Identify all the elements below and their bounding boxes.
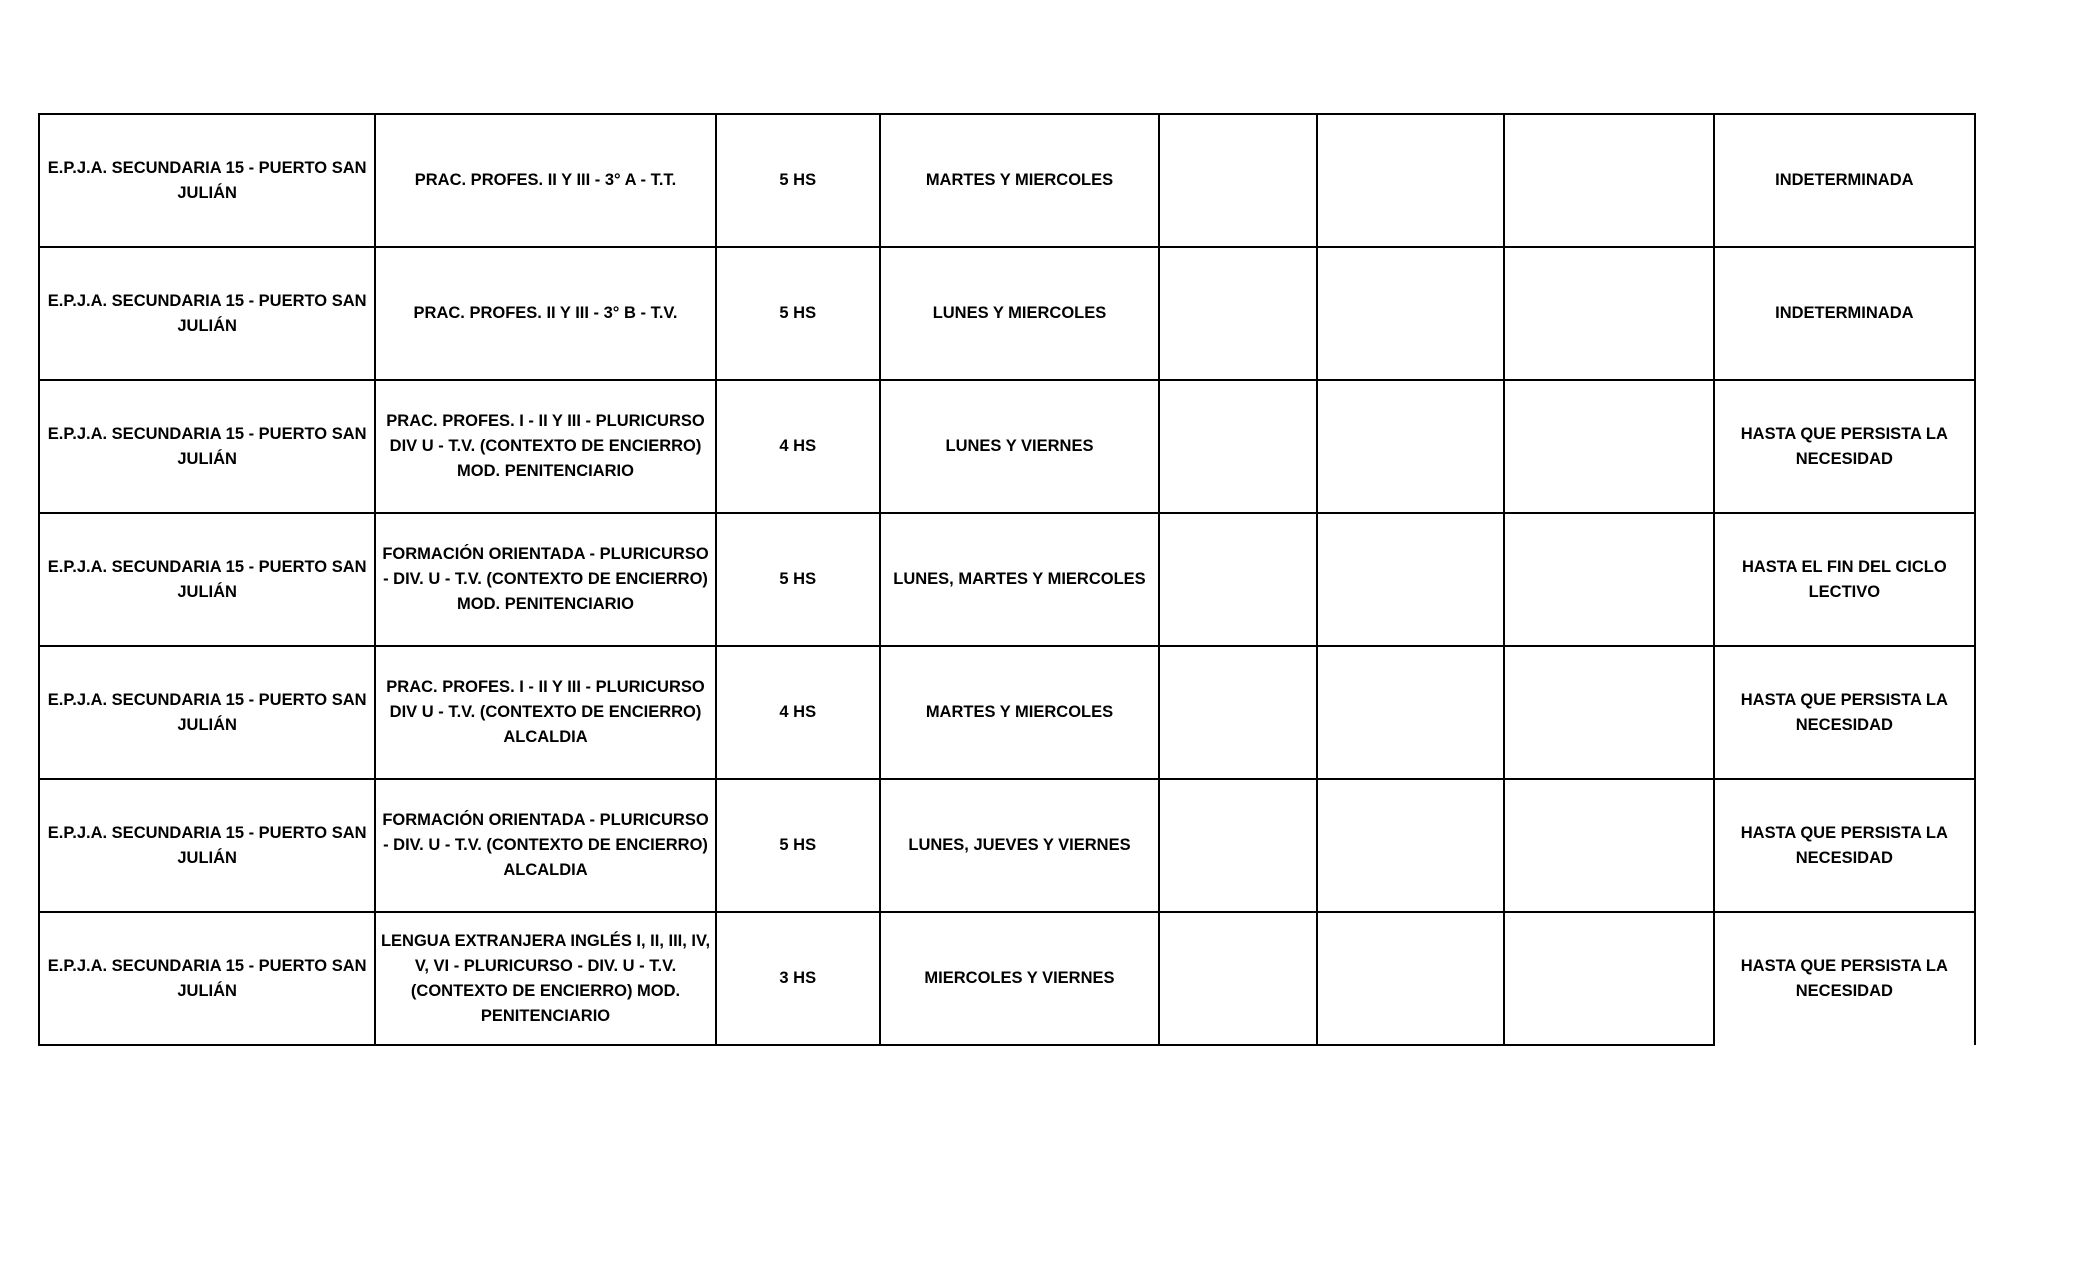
- days-cell: MARTES Y MIERCOLES: [880, 114, 1159, 247]
- empty-cell: [1504, 380, 1713, 513]
- hours-cell: 5 HS: [716, 779, 880, 912]
- empty-cell: [1317, 779, 1504, 912]
- hours-cell: 5 HS: [716, 513, 880, 646]
- school-cell: E.P.J.A. SECUNDARIA 15 - PUERTO SAN JULIÁN: [39, 380, 375, 513]
- duration-cell: INDETERMINADA: [1714, 247, 1975, 380]
- table-row: [39, 380, 1975, 513]
- days-cell: MIERCOLES Y VIERNES: [880, 912, 1159, 1045]
- empty-cell: [1159, 779, 1317, 912]
- empty-cell: [1504, 247, 1713, 380]
- school-cell: E.P.J.A. SECUNDARIA 15 - PUERTO SAN JULIÁN: [39, 114, 375, 247]
- empty-cell: [1317, 114, 1504, 247]
- empty-cell: [1159, 646, 1317, 779]
- table-row: [39, 247, 1975, 380]
- school-cell: E.P.J.A. SECUNDARIA 15 - PUERTO SAN JULIÁN: [39, 247, 375, 380]
- hours-cell: 4 HS: [716, 380, 880, 513]
- duration-cell: HASTA EL FIN DEL CICLO LECTIVO: [1714, 513, 1975, 646]
- empty-cell: [1504, 646, 1713, 779]
- empty-cell: [1504, 779, 1713, 912]
- table-row: [39, 114, 1975, 247]
- duration-cell: HASTA QUE PERSISTA LA NECESIDAD: [1714, 646, 1975, 779]
- hours-cell: 4 HS: [716, 646, 880, 779]
- subject-cell: FORMACIÓN ORIENTADA - PLURICURSO - DIV. U - T.V. (CONTEXTO DE ENCIERRO) ALCALDIA: [375, 779, 715, 912]
- empty-cell: [1317, 513, 1504, 646]
- hours-cell: 5 HS: [716, 114, 880, 247]
- subject-cell: PRAC. PROFES. I - II Y III - PLURICURSO DIV U - T.V. (CONTEXTO DE ENCIERRO) MOD. PENITENCIARIO: [375, 380, 715, 513]
- subject-cell: PRAC. PROFES. II Y III - 3° B - T.V.: [375, 247, 715, 380]
- school-cell: E.P.J.A. SECUNDARIA 15 - PUERTO SAN JULIÁN: [39, 513, 375, 646]
- empty-cell: [1317, 646, 1504, 779]
- empty-cell: [1504, 513, 1713, 646]
- duration-cell: HASTA QUE PERSISTA LA NECESIDAD: [1714, 380, 1975, 513]
- duration-cell: HASTA QUE PERSISTA LA NECESIDAD: [1714, 779, 1975, 912]
- days-cell: LUNES, JUEVES Y VIERNES: [880, 779, 1159, 912]
- subject-cell: PRAC. PROFES. I - II Y III - PLURICURSO DIV U - T.V. (CONTEXTO DE ENCIERRO) ALCALDIA: [375, 646, 715, 779]
- empty-cell: [1317, 912, 1504, 1045]
- empty-cell: [1159, 912, 1317, 1045]
- school-cell: E.P.J.A. SECUNDARIA 15 - PUERTO SAN JULIÁN: [39, 912, 375, 1045]
- empty-cell: [1159, 114, 1317, 247]
- empty-cell: [1504, 114, 1713, 247]
- hours-cell: 3 HS: [716, 912, 880, 1045]
- duration-cell: HASTA QUE PERSISTA LA NECESIDAD: [1714, 912, 1975, 1045]
- table-row: [39, 912, 1975, 1045]
- duration-cell: INDETERMINADA: [1714, 114, 1975, 247]
- subject-cell: PRAC. PROFES. II Y III - 3° A - T.T.: [375, 114, 715, 247]
- empty-cell: [1317, 380, 1504, 513]
- empty-cell: [1504, 912, 1713, 1045]
- subject-cell: LENGUA EXTRANJERA INGLÉS I, II, III, IV, V, VI - PLURICURSO - DIV. U - T.V. (CONTEXTO DE ENCIERRO) MOD. PENITENCIARIO: [375, 912, 715, 1045]
- days-cell: LUNES, MARTES Y MIERCOLES: [880, 513, 1159, 646]
- school-cell: E.P.J.A. SECUNDARIA 15 - PUERTO SAN JULIÁN: [39, 779, 375, 912]
- empty-cell: [1159, 380, 1317, 513]
- days-cell: LUNES Y MIERCOLES: [880, 247, 1159, 380]
- table-row: [39, 779, 1975, 912]
- vacancy-table: [38, 113, 1976, 1046]
- days-cell: MARTES Y MIERCOLES: [880, 646, 1159, 779]
- table-row: [39, 513, 1975, 646]
- days-cell: LUNES Y VIERNES: [880, 380, 1159, 513]
- subject-cell: FORMACIÓN ORIENTADA - PLURICURSO - DIV. U - T.V. (CONTEXTO DE ENCIERRO) MOD. PENITENCIARIO: [375, 513, 715, 646]
- hours-cell: 5 HS: [716, 247, 880, 380]
- empty-cell: [1159, 513, 1317, 646]
- empty-cell: [1159, 247, 1317, 380]
- table-row: [39, 646, 1975, 779]
- school-cell: E.P.J.A. SECUNDARIA 15 - PUERTO SAN JULIÁN: [39, 646, 375, 779]
- empty-cell: [1317, 247, 1504, 380]
